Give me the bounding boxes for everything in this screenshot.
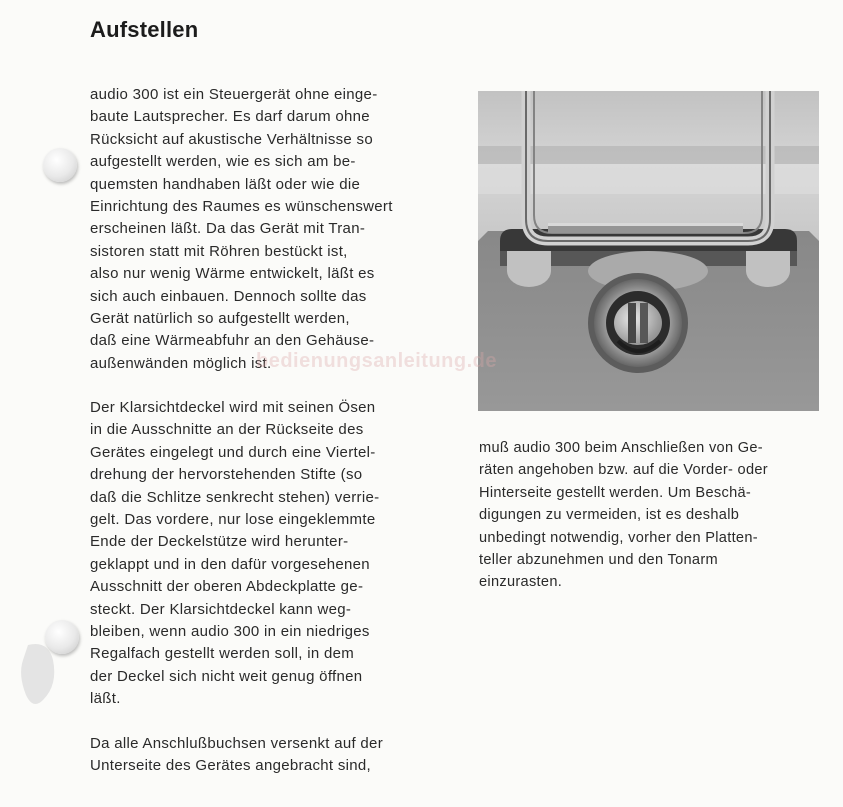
left-text-column xyxy=(90,84,393,799)
text-line: digungen zu vermeiden, ist es deshalb xyxy=(479,507,740,524)
text-line: der Deckel sich nicht weit genug öffnen xyxy=(90,667,363,685)
text-line: Rücksicht auf akustische Verhältnisse so xyxy=(90,130,373,148)
text-line: in die Ausschnitte an der Rückseite des xyxy=(90,421,364,439)
right-text-column xyxy=(479,437,768,616)
paper-stain xyxy=(18,640,58,710)
punch-hole-top xyxy=(43,148,77,182)
text-line: Da alle Anschlußbuchsen versenkt auf der xyxy=(90,734,383,752)
paragraph-1 xyxy=(90,84,393,375)
text-line: audio 300 ist ein Steuergerät ohne einge- xyxy=(90,86,378,103)
text-line: einzurasten. xyxy=(479,574,563,591)
text-line: erscheinen läßt. Da das Gerät mit Tran- xyxy=(90,220,366,238)
text-line: außenwänden möglich ist. xyxy=(90,354,272,372)
text-line: gelt. Das vordere, nur lose eingeklemmte xyxy=(90,511,376,529)
text-line: Gerät natürlich so aufgestellt werden, xyxy=(90,309,350,327)
text-line: steckt. Der Klarsichtdeckel kann weg- xyxy=(90,600,352,618)
text-line: daß die Schlitze senkrecht stehen) verrie- xyxy=(90,488,380,506)
text-line: bleiben, wenn audio 300 in ein niedriges xyxy=(90,622,370,640)
text-line: Gerätes eingelegt und durch eine Viertel- xyxy=(90,443,376,461)
paragraph-4 xyxy=(479,437,768,594)
device-photo xyxy=(478,91,819,411)
paragraph-2 xyxy=(90,397,393,710)
page-title: Aufstellen xyxy=(90,17,199,42)
text-line: baute Lautsprecher. Es darf darum ohne xyxy=(90,108,370,126)
text-line: also nur wenig Wärme entwickelt, läßt es xyxy=(90,265,375,283)
watermark: bedienungsanleitung.de xyxy=(256,350,498,372)
text-line: Unterseite des Gerätes angebracht sind, xyxy=(90,756,372,774)
text-line: läßt. xyxy=(90,690,121,708)
text-line: unbedingt notwendig, vorher den Platten- xyxy=(479,529,758,546)
text-line: teller abzunehmen und den Tonarm xyxy=(479,551,718,568)
text-line: aufgestellt werden, wie es sich am be- xyxy=(90,153,356,171)
text-line: drehung der hervorstehenden Stifte (so xyxy=(90,466,363,484)
text-line: sich auch einbauen. Dennoch sollte das xyxy=(90,287,367,305)
text-line: muß audio 300 beim Anschließen von Ge- xyxy=(479,440,763,456)
text-line: quemsten handhaben läßt oder wie die xyxy=(90,175,361,193)
paragraph-3 xyxy=(90,733,393,778)
text-line: Einrichtung des Raumes es wünschenswert xyxy=(90,197,393,215)
text-line: daß eine Wärmeabfuhr an den Gehäuse- xyxy=(90,332,375,350)
text-line: sistoren statt mit Röhren bestückt ist, xyxy=(90,242,348,260)
text-line: räten angehoben bzw. auf die Vorder- oder xyxy=(479,462,768,479)
text-line: Regalfach gestellt werden soll, in dem xyxy=(90,645,355,663)
text-line: Ausschnitt der oberen Abdeckplatte ge- xyxy=(90,578,364,596)
text-line: Ende der Deckelstütze wird herunter- xyxy=(90,533,349,551)
text-line: Der Klarsichtdeckel wird mit seinen Ösen xyxy=(90,399,376,417)
text-line: geklappt und in den dafür vorgesehenen xyxy=(90,555,370,573)
text-line: Hinterseite gestellt werden. Um Beschä- xyxy=(479,484,752,501)
